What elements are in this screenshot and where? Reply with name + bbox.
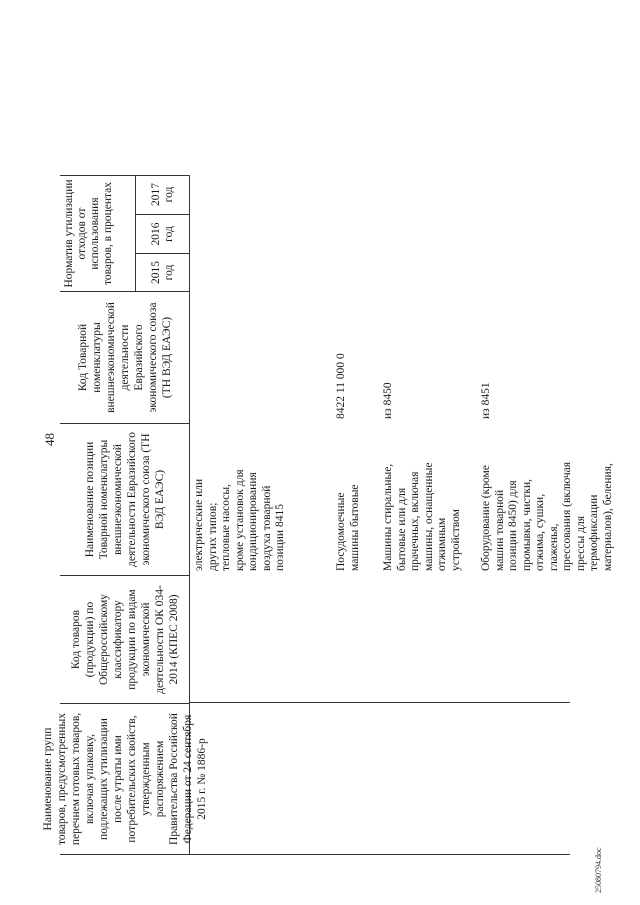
header-col-norm: [60, 175, 190, 291]
row-name-equipment: Оборудование (кроме машин товарной позиции 8450) для промывки, чистки, отжима, сушки, глаженья, прессования (включая прессы для термофиксации материалов), беления,: [480, 461, 614, 571]
year-2015: 2015 год: [136, 253, 190, 291]
row-name-washing-machines: Машины стиральные, бытовые или для прачечных, включая машины, оснащенные отжимным устройством: [382, 462, 462, 571]
year-2016: 2016 год: [136, 214, 190, 253]
row-name-dishwashers: Посудомоечные машины бытовые: [335, 484, 361, 571]
header-col-tnved-name: Наименование позиции Товарной номенклатуры внешнеэкономической деятельности Евразийского экономического союза (ТН ВЭД ЕАЭС): [60, 423, 190, 575]
page-number: 48: [42, 433, 57, 446]
header-col-tnved-code: Код Товарной номенклатуры внешнеэкономической деятельности Евразийского экономического союза (ТН ВЭД ЕАЭС): [60, 291, 190, 423]
header-col-okpd-code: Код товаров (продукции) по Общероссийскому классификатору продукции по видам экономической деятельности ОК 034-2014 (КПЕС 2008): [60, 575, 190, 703]
norm-title: Норматив утилизации отходов от использования товаров, в процентах: [60, 176, 136, 291]
row-code-equipment: из 8451: [480, 382, 492, 419]
table-left-border: [190, 854, 570, 855]
table-col-divider: [190, 702, 570, 703]
row-code-washing-machines: из 8450: [382, 382, 394, 419]
row-name-continuation: электрические или других типов; тепловые насосы, кроме установок для кондиционирования воздуха товарной позиции 8415: [193, 469, 286, 571]
document-filename: 25080794.doc: [594, 847, 603, 893]
header-col-product-groups: Наименование групп товаров, предусмотренных перечнем готовых товаров, включая упаковку, подлежащих утилизации после утраты ими потребительских свойств, утвержденным распоряжением Правительства Российской Федерации от 24 сентября 2015 г. № 1886-р: [60, 703, 190, 855]
row-code-dishwashers: 8422 11 000 0: [335, 353, 347, 419]
year-2017: 2017 год: [150, 183, 175, 206]
